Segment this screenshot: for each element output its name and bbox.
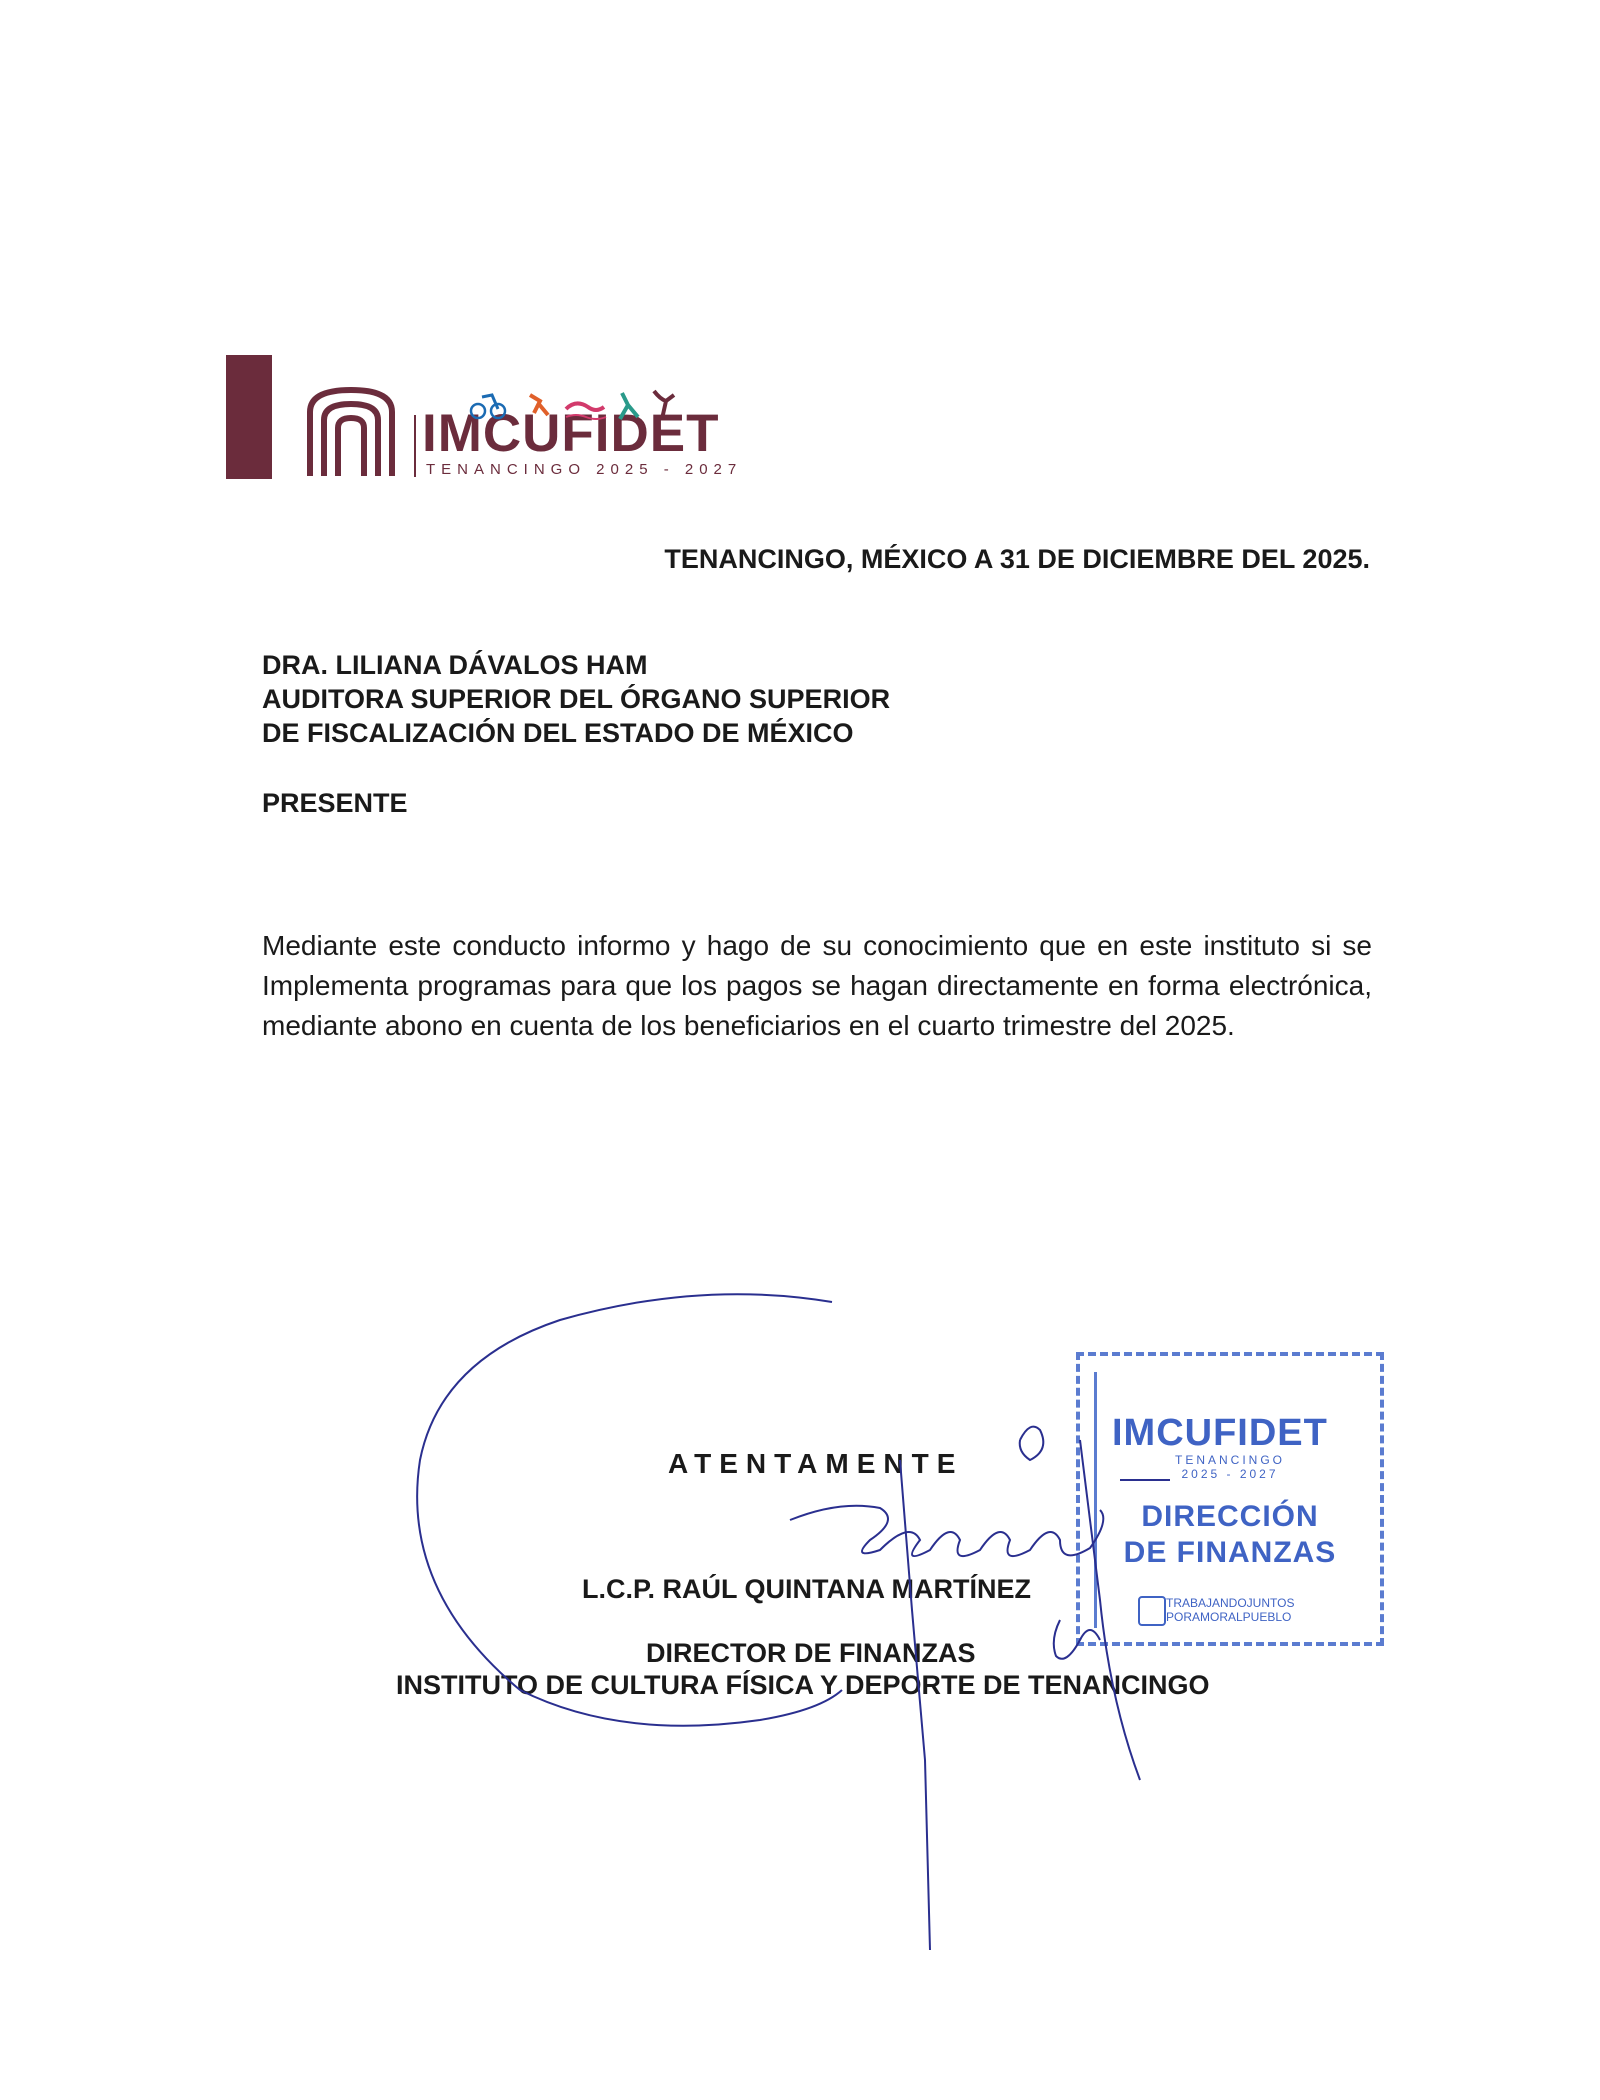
cyclist-icon (471, 404, 485, 418)
signer-name: L.C.P. RAÚL QUINTANA MARTÍNEZ (582, 1574, 1031, 1604)
sports-icons (468, 385, 728, 425)
stamp-department-line1: DIRECCIÓN (1141, 1500, 1319, 1533)
stamp-brand: IMCUFIDET (1112, 1412, 1328, 1454)
swimmer-icon (566, 403, 604, 410)
logo-separator (414, 415, 416, 477)
recipient-title-line1: AUDITORA SUPERIOR DEL ÓRGANO SUPERIOR (262, 684, 891, 714)
department-stamp (1076, 1352, 1384, 1646)
signer-position: DIRECTOR DE FINANZAS (646, 1638, 976, 1668)
volleyball-icon (654, 391, 674, 419)
arches-logo-icon (306, 380, 396, 478)
stamp-years: 2025 - 2027 (1181, 1467, 1279, 1481)
logo-color-bar (226, 355, 272, 479)
stamp-slogan-line1: TRABAJANDOJUNTOS (1166, 1596, 1295, 1610)
stamp-city: TENANCINGO (1174, 1453, 1285, 1467)
recipient-title-line2: DE FISCALIZACIÓN DEL ESTADO DE MÉXICO (262, 718, 854, 748)
closing: ATENTAMENTE (668, 1448, 964, 1479)
logo-brand-text: IMCUFIDET (422, 404, 720, 463)
greeting: PRESENTE (262, 788, 408, 818)
institution-logo (226, 355, 746, 485)
stamp-department-line2: DE FINANZAS (1123, 1536, 1337, 1569)
logo-subtitle: TENANCINGO 2025 - 2027 (426, 461, 743, 478)
stamp-slogan-line2: PORAMORALPUEBLO (1166, 1610, 1292, 1624)
runner-icon (530, 395, 548, 415)
recipient-name: DRA. LILIANA DÁVALOS HAM (262, 650, 648, 680)
letter-body: Mediante este conducto informo y hago de su conocimiento que en este instituto si se Implementa programas para que los pagos se hagan directamente en forma electrónica, mediante abono en cuenta de los beneficiarios en el cuarto trimestre del 2025. (262, 930, 1372, 1041)
signer-institution: INSTITUTO DE CULTURA FÍSICA Y DEPORTE DE TENANCINGO (396, 1670, 1210, 1700)
date-line: TENANCINGO, MÉXICO A 31 DE DICIEMBRE DEL 2025. (664, 544, 1370, 574)
grid-icon (1138, 1596, 1166, 1626)
athlete-icon (620, 393, 638, 419)
